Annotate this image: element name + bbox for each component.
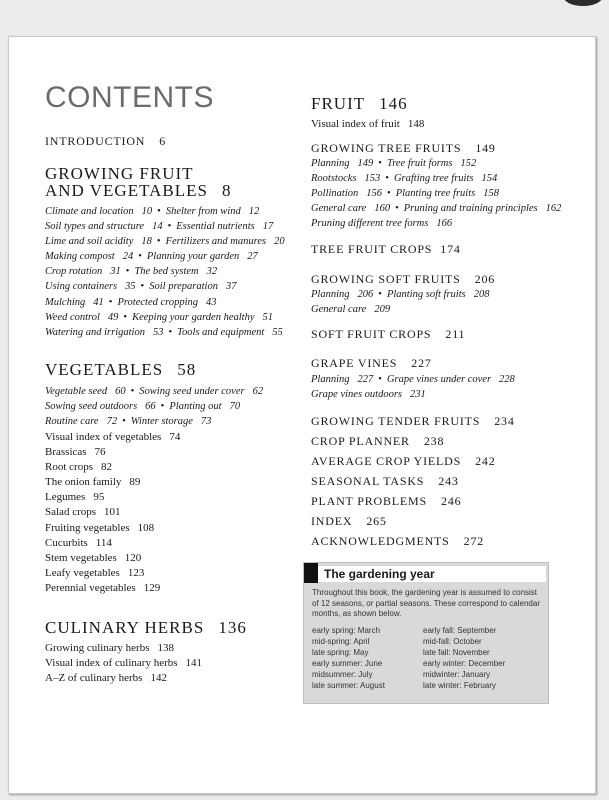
toc-entry-label: The onion family xyxy=(45,476,122,489)
toc-entry-page: 43 xyxy=(206,296,217,308)
toc-entry-page: 238 xyxy=(423,434,445,448)
toc-entry-page: 31 xyxy=(110,266,121,278)
toc-entry[interactable] xyxy=(311,491,515,511)
toc-entry[interactable] xyxy=(45,566,180,581)
season-cell: late winter: February xyxy=(423,681,496,690)
toc-entry[interactable] xyxy=(311,431,515,451)
season-row xyxy=(312,647,544,658)
toc-entry[interactable] xyxy=(45,297,104,308)
toc-entry-page: 129 xyxy=(143,581,161,594)
toc-entry-page: 153 xyxy=(364,173,381,185)
bullet-separator: • xyxy=(378,289,382,300)
bullet-separator: • xyxy=(125,266,130,278)
toc-entry-label: Climate and location xyxy=(45,206,134,217)
toc-entry-page: 246 xyxy=(441,494,462,508)
toc-entry-page: 73 xyxy=(200,416,212,428)
toc-entry-label: CROP PLANNER xyxy=(311,434,410,448)
toc-entry[interactable] xyxy=(45,430,180,445)
toc-line xyxy=(311,216,561,231)
toc-entry[interactable] xyxy=(147,251,258,262)
toc-entry[interactable] xyxy=(45,551,180,566)
season-cell: early winter: December xyxy=(423,659,506,668)
toc-entry-label: Cucurbits xyxy=(45,536,88,549)
toc-entry-label: INDEX xyxy=(311,514,353,528)
toc-entry[interactable] xyxy=(45,401,156,412)
bullet-separator: • xyxy=(130,386,135,397)
toc-entry-page: 89 xyxy=(129,476,141,489)
toc-entry[interactable] xyxy=(45,221,163,232)
toc-entry-label: GROWING TENDER FRUITS xyxy=(311,414,481,428)
toc-entry-label: Crop rotation xyxy=(45,266,103,278)
toc-entry[interactable] xyxy=(45,251,133,262)
toc-entry-label: Soil types and structure xyxy=(45,221,145,233)
toc-line xyxy=(45,279,285,294)
toc-entry-page: 24 xyxy=(122,251,134,263)
toc-line xyxy=(45,219,285,234)
toc-entry-page: 66 xyxy=(145,401,156,413)
toc-tree-fruits-list xyxy=(311,156,561,231)
toc-entry-label: General care xyxy=(311,203,367,215)
toc-entry-label: Grape vines outdoors xyxy=(311,389,402,401)
toc-entry[interactable] xyxy=(311,374,373,385)
toc-entry-page: 243 xyxy=(438,474,459,488)
season-cell: mid-fall: October xyxy=(423,637,482,646)
toc-growing-list xyxy=(45,204,285,340)
toc-entry[interactable] xyxy=(117,297,216,308)
toc-line xyxy=(311,387,515,402)
toc-entry[interactable] xyxy=(311,289,373,300)
toc-entry[interactable] xyxy=(149,281,236,292)
toc-vegetables-list xyxy=(45,430,180,596)
toc-entry[interactable] xyxy=(311,411,515,431)
toc-entry-page: 74 xyxy=(169,431,181,443)
season-row xyxy=(312,680,544,691)
toc-vegetables-italic-list xyxy=(45,384,263,429)
toc-entry-label: Grape vines under cover xyxy=(386,374,492,385)
toc-entry-label: Pruning different tree forms xyxy=(311,218,429,230)
toc-entry-label: Planting out xyxy=(169,401,222,413)
toc-entry[interactable] xyxy=(176,221,273,232)
toc-entry-label: ACKNOWLEDGMENTS xyxy=(311,534,450,548)
toc-entry-label: Essential nutrients xyxy=(176,221,255,233)
toc-entry-page: 72 xyxy=(106,416,118,428)
toc-entry[interactable] xyxy=(166,236,285,247)
toc-entry[interactable] xyxy=(45,445,180,460)
toc-entry-page: 152 xyxy=(460,158,477,169)
toc-entry-page: 70 xyxy=(229,401,241,413)
bullet-separator: • xyxy=(167,221,172,233)
toc-line xyxy=(311,186,561,201)
toc-entry[interactable] xyxy=(311,511,515,531)
corner-shape xyxy=(563,0,603,6)
toc-entry-label: Planning xyxy=(311,158,350,169)
toc-entry-label: Grafting tree fruits xyxy=(393,173,474,185)
toc-entry-page: 41 xyxy=(93,296,104,308)
toc-entry-page: 95 xyxy=(93,491,105,504)
bullet-separator: • xyxy=(387,188,391,200)
toc-entry-page: 14 xyxy=(152,221,163,233)
toc-entry-label: Using containers xyxy=(45,281,118,293)
season-cell: midwinter: January xyxy=(423,670,491,679)
season-cell: late summer: August xyxy=(312,681,385,690)
toc-line xyxy=(45,295,285,310)
toc-entry[interactable] xyxy=(394,173,497,184)
toc-entry-label: AVERAGE CROP YIELDS xyxy=(311,454,462,468)
toc-entry-page: 231 xyxy=(410,389,426,401)
bullet-separator: • xyxy=(378,158,382,169)
toc-entry-label: Planning xyxy=(311,289,350,300)
bullet-separator: • xyxy=(168,326,173,338)
toc-tree-fruits-heading[interactable]: GROWING TREE FRUITS 149 xyxy=(311,141,496,155)
toc-entry[interactable] xyxy=(169,401,240,412)
bullet-separator: • xyxy=(123,311,128,323)
toc-entry-page: 166 xyxy=(436,218,453,230)
toc-entry-label: Mulching xyxy=(45,296,86,308)
toc-entry-page: 12 xyxy=(248,206,260,217)
toc-entry-label: Root crops xyxy=(45,461,93,474)
toc-entry[interactable] xyxy=(311,188,382,199)
toc-entry-page: 142 xyxy=(150,672,167,685)
gardening-year-box xyxy=(303,562,549,704)
toc-soft-crops-heading[interactable]: SOFT FRUIT CROPS 211 xyxy=(311,327,466,341)
toc-line xyxy=(311,156,561,171)
toc-entry-label: Weed control xyxy=(45,311,100,323)
toc-entry-label: Watering and irrigation xyxy=(45,326,145,338)
toc-entry-label: Sowing seed outdoors xyxy=(45,401,138,413)
toc-line xyxy=(45,414,263,429)
toc-fruit-heading[interactable]: FRUIT 146 xyxy=(311,94,408,113)
toc-entry[interactable] xyxy=(404,203,562,214)
toc-entry-page: 82 xyxy=(100,461,112,474)
toc-entry[interactable] xyxy=(45,505,180,520)
toc-fruit-visual-index[interactable]: Visual index of fruit 148 xyxy=(311,118,425,130)
toc-entry-page: 120 xyxy=(124,551,142,564)
toc-entry-label: Planning xyxy=(311,374,350,385)
toc-line xyxy=(45,310,285,325)
toc-entry-label: Fertilizers and manures xyxy=(165,236,267,248)
toc-soft-fruits-list xyxy=(311,287,489,317)
toc-entry-page: 160 xyxy=(374,203,391,215)
season-row xyxy=(312,636,544,647)
toc-entry[interactable] xyxy=(134,266,217,277)
toc-entry[interactable] xyxy=(45,236,152,247)
toc-entry-page: 272 xyxy=(463,534,485,548)
toc-entry[interactable] xyxy=(45,641,202,656)
bullet-separator: • xyxy=(108,296,113,308)
toc-entry-label: PLANT PROBLEMS xyxy=(311,494,428,508)
toc-entry[interactable] xyxy=(311,173,380,184)
toc-entry-page: 208 xyxy=(473,289,490,300)
toc-entry-page: 17 xyxy=(262,221,274,233)
toc-entry[interactable] xyxy=(311,304,390,315)
toc-entry[interactable] xyxy=(45,281,136,292)
toc-entry-label: Planting soft fruits xyxy=(386,289,466,300)
toc-tree-crops-heading[interactable]: TREE FRUIT CROPS 174 xyxy=(311,242,461,256)
season-row xyxy=(312,625,544,636)
toc-entry-page: 27 xyxy=(247,251,258,263)
toc-soft-fruits-heading[interactable]: GROWING SOFT FRUITS 206 xyxy=(311,272,496,286)
toc-entry[interactable] xyxy=(45,266,121,277)
toc-entry-label: Vegetable seed xyxy=(45,386,108,397)
toc-entry-page: 10 xyxy=(141,206,153,217)
toc-entry[interactable] xyxy=(139,386,263,397)
toc-entry-label: Stem vegetables xyxy=(45,551,117,564)
toc-entry-page: 227 xyxy=(357,374,374,385)
toc-entry-page: 158 xyxy=(483,188,499,200)
toc-entry-page: 62 xyxy=(252,386,264,397)
toc-entry[interactable] xyxy=(45,521,180,536)
toc-entry-label: Pollination xyxy=(311,188,359,200)
bullet-separator: • xyxy=(160,401,165,413)
bullet-separator: • xyxy=(157,206,161,217)
toc-entry[interactable] xyxy=(45,327,163,338)
box-accent-bar xyxy=(304,563,318,583)
toc-entry[interactable] xyxy=(132,312,273,323)
toc-entry-page: 37 xyxy=(225,281,237,293)
toc-entry-page: 123 xyxy=(127,566,145,579)
toc-entry-label: The bed system xyxy=(134,266,199,278)
toc-entry[interactable] xyxy=(45,671,202,686)
season-cell: late fall: November xyxy=(423,648,490,657)
toc-line xyxy=(311,302,489,317)
toc-entry[interactable] xyxy=(45,536,180,551)
toc-line xyxy=(45,249,285,264)
bullet-separator: • xyxy=(378,374,382,385)
toc-entry-label: Visual index of vegetables xyxy=(45,431,162,443)
toc-line xyxy=(45,204,285,219)
toc-entry-page: 138 xyxy=(157,642,174,654)
toc-entry-label: Lime and soil acidity xyxy=(45,236,134,248)
toc-introduction[interactable]: INTRODUCTION 6 xyxy=(45,134,167,148)
toc-vegetables-heading[interactable]: VEGETABLES 58 xyxy=(45,360,197,379)
toc-entry[interactable] xyxy=(311,531,515,551)
toc-entry-label: Routine care xyxy=(45,416,99,428)
toc-entry-label: Sowing seed under cover xyxy=(139,386,245,397)
toc-entry-label: Planting tree fruits xyxy=(395,188,476,200)
toc-entry-page: 141 xyxy=(185,657,203,670)
toc-entry-page: 53 xyxy=(152,326,164,338)
toc-line xyxy=(45,234,285,249)
toc-line xyxy=(45,325,285,340)
toc-line xyxy=(311,171,561,186)
toc-entry-label: A–Z of culinary herbs xyxy=(45,672,143,685)
toc-entry-label: General care xyxy=(311,304,367,316)
toc-entry-page: 209 xyxy=(374,304,391,316)
bullet-separator: • xyxy=(122,416,126,428)
toc-entry-page: 101 xyxy=(104,506,121,519)
toc-entry-label: Leafy vegetables xyxy=(45,566,120,579)
toc-entry-page: 156 xyxy=(366,188,382,200)
box-title: The gardening year xyxy=(324,567,435,581)
season-row xyxy=(312,658,544,669)
toc-entry-page: 149 xyxy=(357,158,374,169)
toc-line xyxy=(45,399,263,414)
season-cell: late spring: May xyxy=(312,648,369,657)
toc-entry[interactable] xyxy=(45,475,180,490)
toc-entry[interactable] xyxy=(311,389,426,400)
toc-entry[interactable] xyxy=(396,188,499,199)
season-cell: early summer: June xyxy=(312,659,383,668)
toc-entry-label: Planning your garden xyxy=(146,251,240,263)
toc-entry-page: 228 xyxy=(499,374,515,385)
toc-herbs-list xyxy=(45,641,202,686)
page-title: CONTENTS xyxy=(45,81,214,114)
toc-entry-page: 76 xyxy=(94,446,106,459)
toc-line xyxy=(45,384,263,399)
bullet-separator: • xyxy=(385,173,389,185)
toc-entry-label: Perennial vegetables xyxy=(45,581,136,594)
toc-entry[interactable] xyxy=(45,312,118,323)
toc-entry-page: 265 xyxy=(366,514,387,528)
toc-tail-list xyxy=(311,411,515,551)
toc-entry-page: 206 xyxy=(357,289,374,300)
toc-entry[interactable] xyxy=(45,460,180,475)
toc-entry[interactable] xyxy=(45,206,152,217)
toc-entry-page: 108 xyxy=(137,521,155,534)
box-header xyxy=(318,566,546,582)
toc-entry[interactable] xyxy=(177,327,283,338)
toc-entry[interactable] xyxy=(311,471,515,491)
season-cell: early spring: March xyxy=(312,626,381,635)
toc-entry-label: Keeping your garden healthy xyxy=(132,311,255,323)
toc-line xyxy=(311,287,489,302)
toc-entry-label: Pruning and training principles xyxy=(403,203,538,215)
toc-entry-label: Rootstocks xyxy=(311,173,357,185)
toc-entry-label: Making compost xyxy=(45,251,115,263)
toc-herbs-heading[interactable]: CULINARY HERBS 136 xyxy=(45,618,247,637)
toc-entry[interactable] xyxy=(45,656,202,671)
toc-entry[interactable] xyxy=(45,386,126,397)
toc-entry-label: Winter storage xyxy=(130,416,193,428)
toc-entry-label: Protected cropping xyxy=(117,296,199,308)
toc-entry-label: Tree fruit forms xyxy=(386,158,453,169)
toc-entry-label: Legumes xyxy=(45,491,86,504)
toc-entry[interactable] xyxy=(387,289,490,300)
toc-grapes-list xyxy=(311,372,515,402)
bullet-separator: • xyxy=(156,236,161,248)
season-cell: mid-spring: April xyxy=(312,637,370,646)
toc-entry[interactable] xyxy=(131,416,212,427)
season-row xyxy=(312,669,544,680)
toc-entry-page: 32 xyxy=(206,266,218,278)
toc-entry-label: SEASONAL TASKS xyxy=(311,474,425,488)
toc-entry-page: 242 xyxy=(475,454,496,468)
toc-entry[interactable] xyxy=(166,206,259,217)
toc-entry-label: Visual index of culinary herbs xyxy=(45,657,178,670)
toc-entry-label: Fruiting vegetables xyxy=(45,521,130,534)
toc-entry[interactable] xyxy=(45,490,180,505)
toc-entry[interactable] xyxy=(45,416,117,427)
box-season-grid xyxy=(312,625,544,691)
bullet-separator: • xyxy=(140,281,145,293)
toc-entry-label: Salad crops xyxy=(45,506,97,519)
toc-entry[interactable] xyxy=(387,158,476,169)
contents-page xyxy=(8,36,596,794)
toc-line xyxy=(311,372,515,387)
toc-entry[interactable] xyxy=(311,203,390,214)
toc-entry-page: 234 xyxy=(494,414,515,428)
toc-entry-page: 51 xyxy=(262,311,273,323)
toc-entry-label: Growing culinary herbs xyxy=(45,642,150,654)
toc-line xyxy=(45,264,285,279)
toc-entry[interactable] xyxy=(387,374,515,385)
toc-entry-label: Brassicas xyxy=(45,446,87,459)
toc-growing-heading[interactable]: GROWING FRUIT AND VEGETABLES 8 xyxy=(45,164,232,200)
toc-entry-label: Tools and equipment xyxy=(177,326,265,338)
toc-grapes-heading[interactable]: GRAPE VINES 227 xyxy=(311,356,432,370)
toc-entry[interactable] xyxy=(311,451,515,471)
season-cell: early fall: September xyxy=(423,626,497,635)
season-cell: midsummer: July xyxy=(312,670,373,679)
bullet-separator: • xyxy=(395,203,399,215)
bullet-separator: • xyxy=(138,251,142,263)
toc-entry-page: 114 xyxy=(95,536,112,549)
toc-entry-label: Shelter from wind xyxy=(165,206,241,217)
toc-entry-page: 154 xyxy=(481,173,498,185)
toc-entry-page: 20 xyxy=(274,236,285,248)
toc-entry-page: 49 xyxy=(107,311,119,323)
toc-entry[interactable] xyxy=(45,581,180,596)
toc-line xyxy=(311,201,561,216)
toc-entry[interactable] xyxy=(311,158,373,169)
toc-entry[interactable] xyxy=(311,218,452,229)
box-description: Throughout this book, the gardening year is assumed to consist of 12 seasons, or partial seasons. These correspond to calendar months, as shown below. xyxy=(312,588,540,618)
toc-entry-page: 60 xyxy=(115,386,126,397)
toc-entry-page: 162 xyxy=(545,203,562,215)
toc-entry-page: 35 xyxy=(125,281,136,293)
toc-entry-label: Soil preparation xyxy=(149,281,218,293)
toc-entry-page: 55 xyxy=(272,326,283,338)
toc-entry-page: 18 xyxy=(141,236,152,248)
